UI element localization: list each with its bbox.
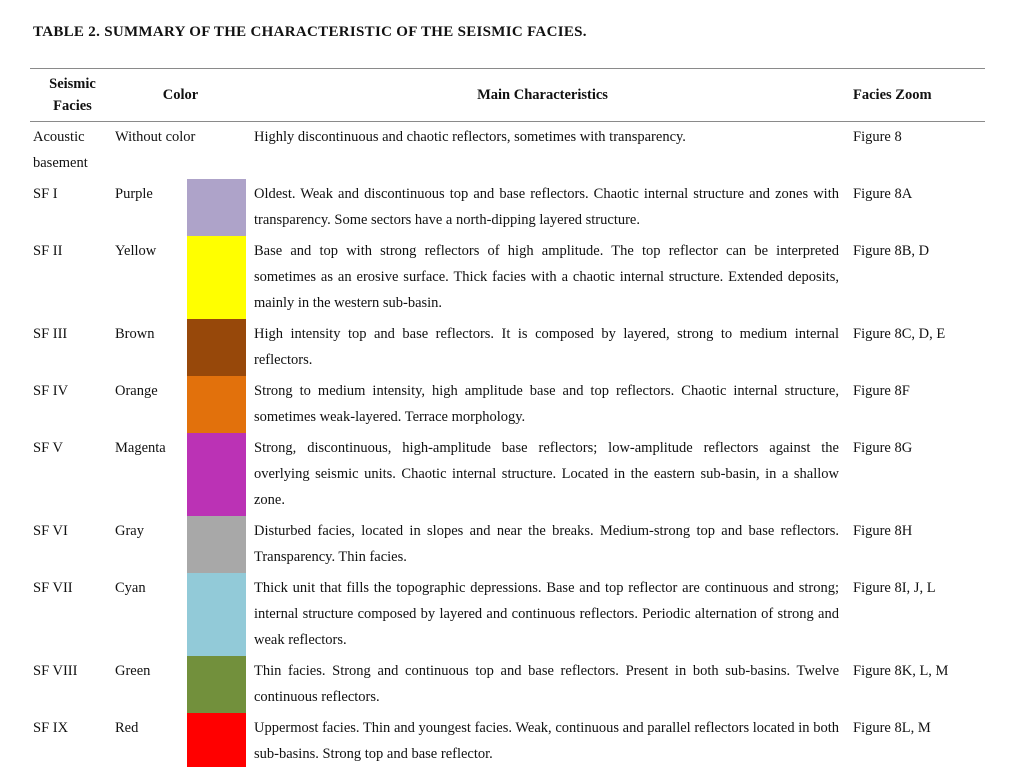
color-label-cell: Without color xyxy=(115,129,196,145)
color-swatch xyxy=(187,179,246,236)
table-header xyxy=(30,69,985,122)
figure-ref-cell: Figure 8 xyxy=(853,129,902,145)
table-row xyxy=(30,376,985,433)
color-label-cell: Yellow xyxy=(115,243,157,259)
col-header-facies-zoom: Facies Zoom xyxy=(853,87,932,103)
color-swatch xyxy=(187,236,246,319)
color-swatch xyxy=(187,573,246,656)
table-row xyxy=(30,713,985,767)
table-container xyxy=(30,0,985,767)
table-row xyxy=(30,656,985,713)
color-label-cell: Cyan xyxy=(115,580,146,596)
characteristics-cell: Thin facies. Strong and continuous top and base reflectors. Present in both sub-basins. Twelve continuous reflectors. xyxy=(254,663,839,705)
figure-ref-cell: Figure 8B, D xyxy=(853,243,930,259)
figure-ref-cell: Figure 8I, J, L xyxy=(853,580,936,596)
characteristics-cell: Thick unit that fills the topographic depressions. Base and top reflector are continuous and strong; internal structure composed by layered and continuous reflectors. Periodic alternation of strong and weak reflectors. xyxy=(254,580,839,648)
characteristics-cell: High intensity top and base reflectors. It is composed by layered, strong to medium internal reflectors. xyxy=(254,326,839,368)
facies-cell: SF VIII xyxy=(33,663,78,679)
figure-ref-cell: Figure 8G xyxy=(853,440,913,456)
color-swatch xyxy=(187,433,246,516)
figure-ref-cell: Figure 8K, L, M xyxy=(853,663,949,679)
table-row xyxy=(30,179,985,236)
color-label-cell: Gray xyxy=(115,523,144,539)
facies-cell: SF VII xyxy=(33,580,73,596)
color-label-cell: Red xyxy=(115,720,139,736)
figure-ref-cell: Figure 8H xyxy=(853,523,913,539)
table-row xyxy=(30,236,985,319)
color-label-cell: Brown xyxy=(115,326,155,342)
color-label-cell: Green xyxy=(115,663,151,679)
color-swatch xyxy=(187,319,246,376)
facies-cell: SF IX xyxy=(33,720,69,736)
characteristics-cell: Disturbed facies, located in slopes and near the breaks. Medium-strong top and base reflectors. Transparency. Thin facies. xyxy=(254,523,839,565)
figure-ref-cell: Figure 8F xyxy=(853,383,910,399)
facies-cell: SF I xyxy=(33,186,58,202)
figure-ref-cell: Figure 8C, D, E xyxy=(853,326,946,342)
facies-cell: SF II xyxy=(33,243,63,259)
characteristics-cell: Highly discontinuous and chaotic reflectors, sometimes with transparency. xyxy=(254,129,686,145)
color-swatch xyxy=(187,516,246,573)
color-label-cell: Orange xyxy=(115,383,158,399)
facies-cell: Acoustic basement xyxy=(33,129,88,171)
color-label-cell: Purple xyxy=(115,186,153,202)
table-row xyxy=(30,573,985,656)
table-caption: TABLE 2. SUMMARY OF THE CHARACTERISTIC OF THE SEISMIC FACIES. xyxy=(33,24,587,40)
facies-cell: SF IV xyxy=(33,383,69,399)
characteristics-cell: Base and top with strong reflectors of high amplitude. The top reflector can be interpreted sometimes as an erosive surface. Thick facies with a chaotic internal structure. Extended deposits, mainly in the western sub-basin. xyxy=(254,243,839,311)
color-label-cell: Magenta xyxy=(115,440,166,456)
facies-cell: SF VI xyxy=(33,523,68,539)
characteristics-cell: Uppermost facies. Thin and youngest facies. Weak, continuous and parallel reflectors located in both sub-basins. Strong top and base reflector. xyxy=(254,720,839,762)
table-row xyxy=(30,319,985,376)
figure-ref-cell: Figure 8L, M xyxy=(853,720,931,736)
facies-cell: SF V xyxy=(33,440,63,456)
characteristics-cell: Oldest. Weak and discontinuous top and base reflectors. Chaotic internal structure and zones with transparency. Some sectors have a north-dipping layered structure. xyxy=(254,186,839,228)
col-header-color: Color xyxy=(162,87,199,103)
color-swatch xyxy=(187,656,246,713)
header-row xyxy=(30,69,985,122)
table-row xyxy=(30,122,985,180)
color-swatch xyxy=(187,713,246,767)
characteristics-cell: Strong to medium intensity, high amplitude base and top reflectors. Chaotic internal structure, sometimes weak-layered. Terrace morphology. xyxy=(254,383,839,425)
table-row xyxy=(30,516,985,573)
characteristics-cell: Strong, discontinuous, high-amplitude base reflectors; low-amplitude reflectors against the overlying seismic units. Chaotic internal structure. Located in the eastern sub-basin, in a shallow zone. xyxy=(254,440,839,508)
col-header-seismic-facies: Seismic Facies xyxy=(49,76,96,114)
col-header-main-characteristics: Main Characteristics xyxy=(477,87,608,103)
table-body xyxy=(30,122,985,767)
table-row xyxy=(30,433,985,516)
seismic-facies-table xyxy=(30,68,985,767)
figure-ref-cell: Figure 8A xyxy=(853,186,913,202)
color-swatch xyxy=(187,376,246,433)
facies-cell: SF III xyxy=(33,326,68,342)
